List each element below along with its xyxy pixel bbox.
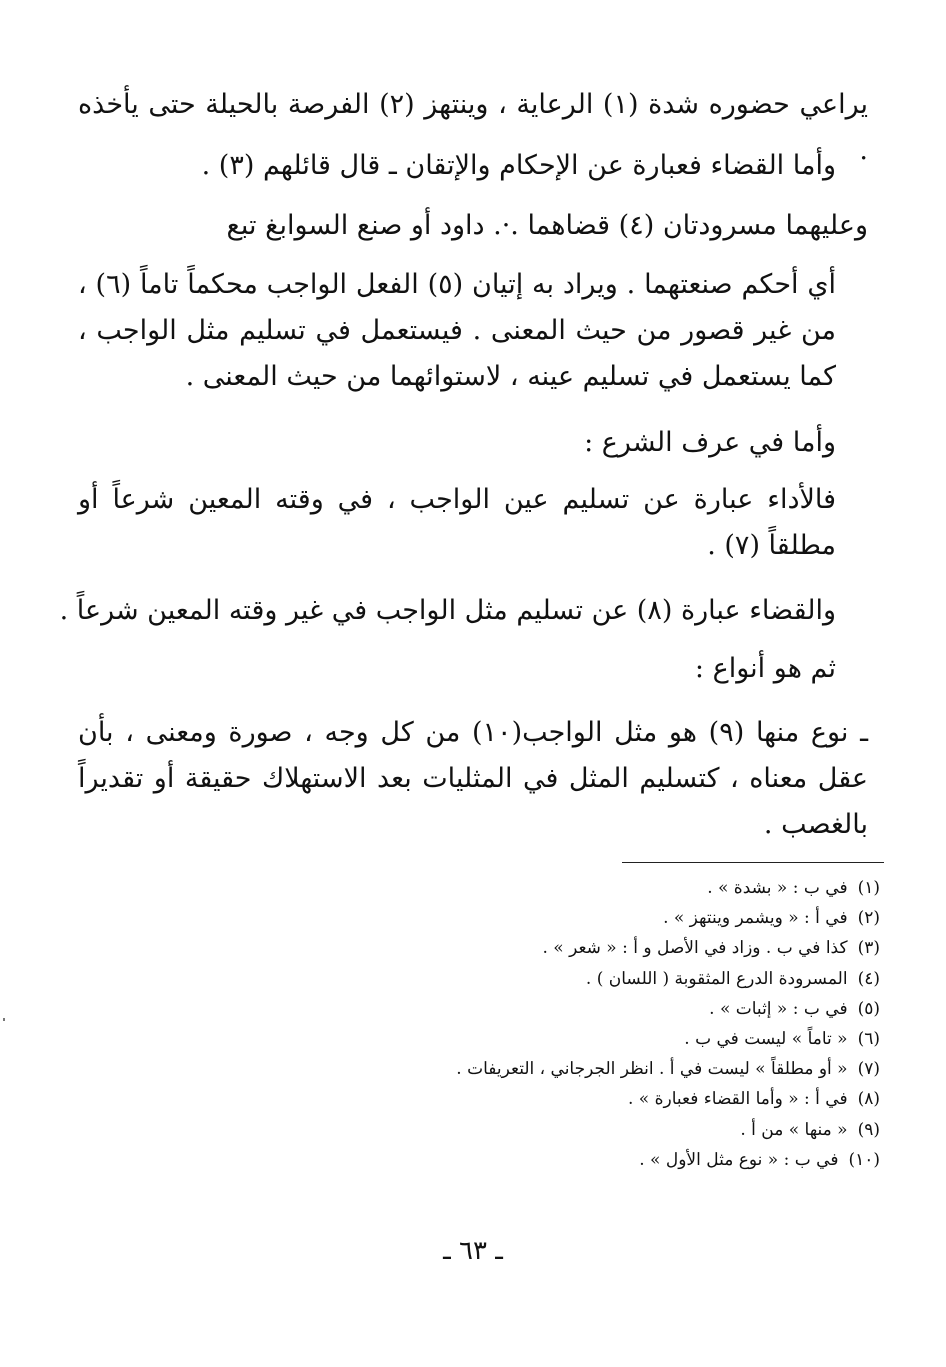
- footnote-divider: [622, 862, 884, 863]
- footnote-text: في ب : « نوع مثل الأول » .: [639, 1149, 839, 1170]
- footnote: [180, 1145, 880, 1175]
- footnote: [180, 964, 880, 994]
- footnote-number: (٨): [857, 1089, 880, 1110]
- footnote-number: (٦): [857, 1029, 880, 1050]
- footnote: [180, 933, 880, 963]
- footnote-text: كذا في ب . وزاد في الأصل و أ : « شعر » .: [542, 938, 848, 959]
- footnote: [180, 994, 880, 1024]
- paragraph-1: يراعي حضوره شدة (١) الرعاية ، وينتهز (٢) الفرصة بالحيلة حتى يأخذه .: [78, 89, 868, 166]
- section-heading: وأما في عرف الشرع :: [584, 427, 836, 458]
- footnote-text: « منها » من أ .: [740, 1119, 848, 1140]
- paragraph-6: ثم هو أنواع :: [694, 653, 836, 684]
- paragraph-3: أي أحكم صنعتهما . ويراد به إتيان (٥) الفعل الواجب محكماً تاماً (٦) ، من غير قصور من حيث المعنى . فيستعمل في تسليم مثل الواجب ، كما يستعمل في تسليم عينه ، لاستوائهما من حيث المعنى .: [78, 269, 836, 392]
- page-number: ـ ٦٣ ـ: [443, 1236, 503, 1266]
- footnote-number: (٥): [857, 998, 880, 1019]
- footnote-number: (٩): [857, 1119, 880, 1140]
- footnote: [180, 873, 880, 903]
- poetry-verse: وعليهما مسرودتان (٤) قضاهما .·. داود أو صنع السوابغ تبع: [226, 210, 868, 241]
- footnote: [180, 1115, 880, 1145]
- paragraph-2: وأما القضاء فعبارة عن الإحكام والإتقان ـ قال قائلهم (٣) .: [201, 150, 836, 181]
- footnotes-list: [180, 873, 880, 1175]
- footnote: [180, 1024, 880, 1054]
- footnote-text: في أ : « ويشمر وينتهز » .: [663, 908, 848, 929]
- footnote-number: (٧): [857, 1059, 880, 1080]
- footnote-text: في ب : « إثبات » .: [709, 998, 848, 1019]
- footnote-number: (١): [857, 878, 880, 898]
- footnote-number: (٢): [857, 908, 880, 929]
- scan-speck: [3, 1018, 5, 1021]
- paragraph-4: فالأداء عبارة عن تسليم عين الواجب ، في وقته المعين شرعاً أو مطلقاً (٧) .: [78, 484, 836, 561]
- footnote-text: في أ : « وأما القضاء فعبارة » .: [628, 1089, 848, 1110]
- footnote-text: في ب : « بشدة » .: [707, 878, 848, 898]
- paragraph-5: والقضاء عبارة (٨) عن تسليم مثل الواجب في غير وقته المعين شرعاً .: [59, 595, 836, 626]
- paragraph-7: ـ نوع منها (٩) هو مثل الواجب(١٠) من كل وجه ، صورة ومعنى ، بأن عقل معناه ، كتسليم المثل في المثليات بعد الاستهلاك حقيقة أو تقديراً بالغصب .: [78, 717, 869, 840]
- footnote-number: (٤): [857, 968, 880, 989]
- footnote-number: (١٠): [848, 1149, 880, 1170]
- footnote-text: المسرودة الدرع المثقوبة ( اللسان ) .: [585, 968, 848, 989]
- footnote: [180, 1054, 880, 1084]
- footnote: [180, 903, 880, 933]
- footnote-text: « أو مطلقاً » ليست في أ . انظر الجرجاني ، التعريفات .: [456, 1059, 848, 1080]
- footnote-text: « تاماً » ليست في ب .: [684, 1029, 848, 1050]
- footnote: [180, 1084, 880, 1114]
- footnote-number: (٣): [857, 938, 880, 959]
